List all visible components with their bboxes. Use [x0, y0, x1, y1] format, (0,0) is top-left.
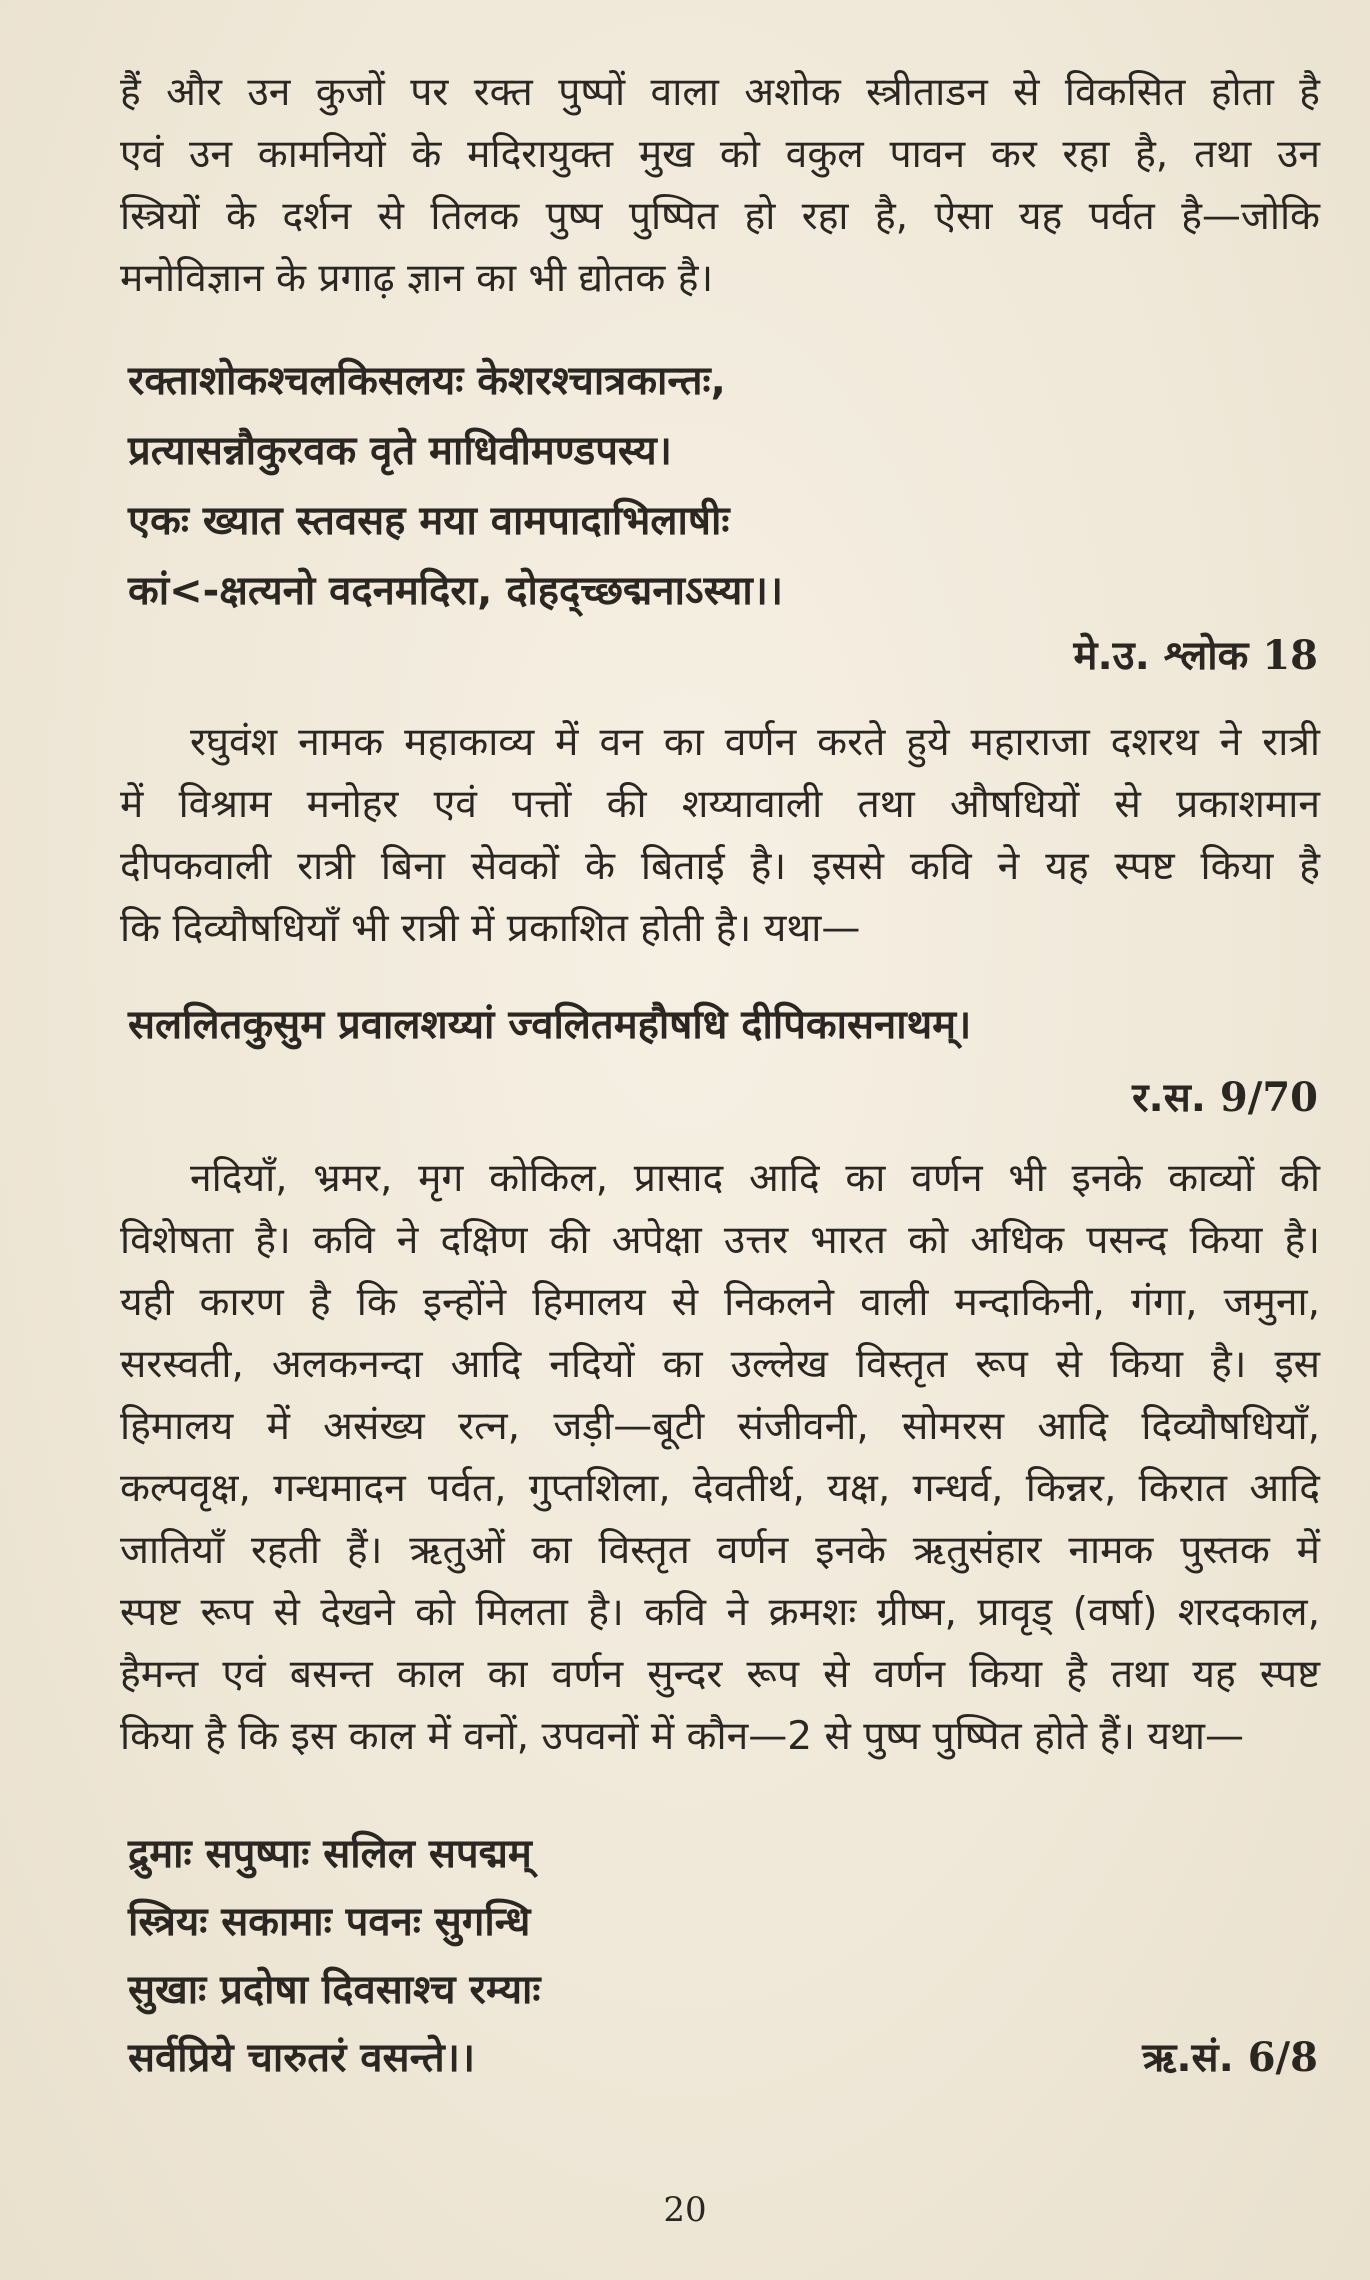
- paragraph-2: [120, 712, 1320, 960]
- verse-2: [128, 990, 971, 1060]
- verse-line: सललितकुसुम प्रवालशय्यां ज्वलितमहौषधि दीपिकासनाथम्।: [128, 1002, 972, 1048]
- paragraph-line: एवं उन कामनियों के मदिरायुक्त मुख को वकुल पावन कर रहा है, तथा उन: [120, 132, 1320, 177]
- verse-line: द्रुमाः सपुष्पाः सलिल सपद्मम्: [128, 1831, 532, 1877]
- paragraph-line: सरस्वती, अलकनन्दा आदि नदियों का उल्लेख विस्तृत रूप से किया है। इस: [120, 1342, 1320, 1387]
- verse-line: रक्ताशोकश्चलकिसलयः केशरश्चात्रकान्तः,: [128, 358, 726, 404]
- reference-label: ऋ.सं.: [1142, 2035, 1234, 2081]
- reference-number: 9/70: [1219, 1074, 1318, 1121]
- paragraph-line: हैमन्त एवं बसन्त काल का वर्णन सुन्दर रूप से वर्णन किया है तथा यह स्पष्ट: [120, 1652, 1320, 1697]
- verse-line: स्त्रियः सकामाः पवनः सुगन्धि: [128, 1899, 531, 1945]
- verse-line: एकः ख्यात स्तवसह मया वामपादाभिलाषीः: [128, 498, 730, 544]
- paragraph-line: स्पष्ट रूप से देखने को मिलता है। कवि ने क्रमशः ग्रीष्म, प्रावृड् (वर्षा) शरदकाल,: [120, 1590, 1320, 1635]
- verse-reference-2: [1132, 1068, 1318, 1123]
- verse-reference-3: [1142, 2028, 1318, 2083]
- verse-reference-1: [1074, 626, 1318, 681]
- reference-label: मे.उ. श्लोक: [1073, 633, 1249, 679]
- reference-label: र.स.: [1132, 1075, 1206, 1121]
- paragraph-line: दीपकवाली रात्री बिना सेवकों के बिताई है। इससे कवि ने यह स्पष्ट किया है: [120, 844, 1320, 889]
- paragraph-3: [120, 1148, 1320, 1768]
- paragraph-line: यही कारण है कि इन्होंने हिमालय से निकलने वाली मन्दाकिनी, गंगा, जमुना,: [120, 1280, 1320, 1325]
- verse-line: कां<-क्षत्यनो वदनमदिरा, दोहद्च्छद्मनाऽस्या।।: [128, 568, 784, 614]
- verse-line: प्रत्यासन्नौकुरवक वृते माधिवीमण्डपस्य।: [128, 428, 672, 474]
- paragraph-line: नदियाँ, भ्रमर, मृग कोकिल, प्रासाद आदि का वर्णन भी इनके काव्यों की: [190, 1156, 1320, 1201]
- verse-line: सुखाः प्रदोषा दिवसाश्च रम्याः: [128, 1967, 541, 2013]
- paragraph-line: हिमालय में असंख्य रत्न, जड़ी—बूटी संजीवनी, सोमरस आदि दिव्यौषधियाँ,: [120, 1404, 1320, 1449]
- verse-3: [128, 1820, 540, 2092]
- paragraph-line: कल्पवृक्ष, गन्धमादन पर्वत, गुप्तशिला, देवतीर्थ, यक्ष, गन्धर्व, किन्नर, किरात आदि: [120, 1466, 1320, 1511]
- paragraph-1: [120, 62, 1320, 310]
- reference-number: 18: [1262, 632, 1318, 679]
- paragraph-line: कि दिव्यौषधियाँ भी रात्री में प्रकाशित होती है। यथा—: [120, 906, 861, 951]
- paragraph-line: जातियाँ रहती हैं। ऋतुओं का विस्तृत वर्णन इनके ऋतुसंहार नामक पुस्तक में: [120, 1528, 1320, 1573]
- paragraph-line: किया है कि इस काल में वनों, उपवनों में कौन—2 से पुष्प पुष्पित होते हैं। यथा—: [120, 1714, 1245, 1759]
- paragraph-line: हैं और उन कुजों पर रक्त पुष्पों वाला अशोक स्त्रीताडन से विकसित होता है: [120, 70, 1320, 115]
- paragraph-line: स्त्रियों के दर्शन से तिलक पुष्प पुष्पित हो रहा है, ऐसा यह पर्वत है—जोकि: [120, 194, 1320, 239]
- verse-line: सर्वप्रिये चारुतरं वसन्ते।।: [128, 2035, 476, 2081]
- paragraph-line: रघुवंश नामक महाकाव्य में वन का वर्णन करते हुये महाराजा दशरथ ने रात्री: [190, 720, 1320, 765]
- page-number: 20: [663, 2190, 707, 2230]
- reference-number: 6/8: [1247, 2034, 1318, 2081]
- paragraph-line: में विश्राम मनोहर एवं पत्तों की शय्यावाली तथा औषधियों से प्रकाशमान: [120, 782, 1320, 827]
- verse-1: [128, 346, 783, 626]
- paragraph-line: विशेषता है। कवि ने दक्षिण की अपेक्षा उत्तर भारत को अधिक पसन्द किया है।: [120, 1218, 1320, 1263]
- paragraph-line: मनोविज्ञान के प्रगाढ़ ज्ञान का भी द्योतक है।: [120, 256, 714, 301]
